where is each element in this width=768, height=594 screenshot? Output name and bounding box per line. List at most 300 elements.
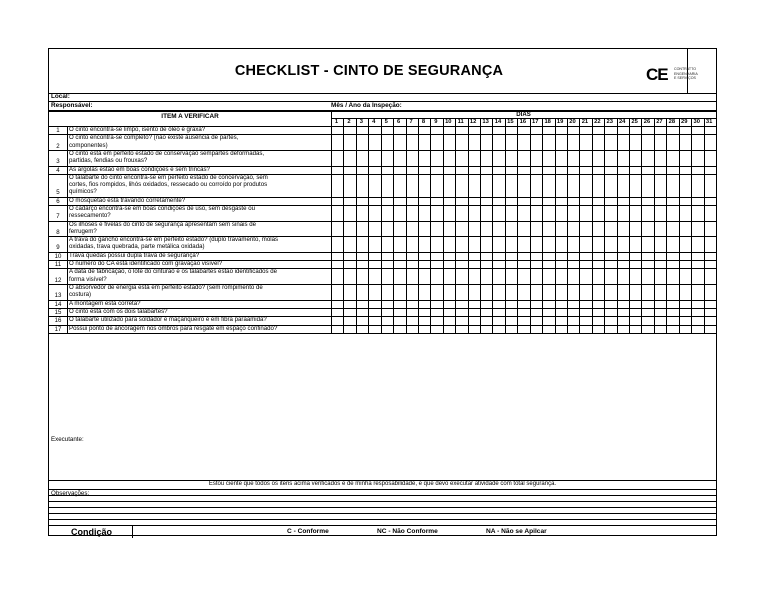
day-checkbox-cell[interactable] — [579, 126, 591, 134]
day-checkbox-cell[interactable] — [418, 174, 430, 197]
day-checkbox-cell[interactable] — [530, 205, 542, 221]
day-checkbox-cell[interactable] — [555, 166, 567, 174]
day-checkbox-cell[interactable] — [666, 260, 678, 268]
day-checkbox-cell[interactable] — [356, 252, 368, 260]
day-checkbox-cell[interactable] — [393, 166, 405, 174]
day-checkbox-cell[interactable] — [704, 197, 716, 205]
day-checkbox-cell[interactable] — [480, 308, 492, 316]
day-checkbox-cell[interactable] — [368, 300, 380, 308]
day-checkbox-cell[interactable] — [691, 260, 703, 268]
day-checkbox-cell[interactable] — [704, 134, 716, 150]
day-checkbox-cell[interactable] — [666, 236, 678, 252]
day-checkbox-cell[interactable] — [604, 252, 616, 260]
day-checkbox-cell[interactable] — [555, 174, 567, 197]
day-checkbox-cell[interactable] — [555, 252, 567, 260]
day-checkbox-cell[interactable] — [654, 150, 666, 166]
day-checkbox-cell[interactable] — [480, 221, 492, 237]
day-checkbox-cell[interactable] — [443, 284, 455, 300]
day-checkbox-cell[interactable] — [567, 197, 579, 205]
day-checkbox-cell[interactable] — [604, 150, 616, 166]
day-checkbox-cell[interactable] — [331, 284, 343, 300]
day-checkbox-cell[interactable] — [542, 300, 554, 308]
day-checkbox-cell[interactable] — [468, 236, 480, 252]
day-checkbox-cell[interactable] — [443, 236, 455, 252]
day-checkbox-cell[interactable] — [641, 197, 653, 205]
day-checkbox-cell[interactable] — [443, 300, 455, 308]
day-checkbox-cell[interactable] — [704, 221, 716, 237]
day-checkbox-cell[interactable] — [393, 260, 405, 268]
day-checkbox-cell[interactable] — [592, 166, 604, 174]
day-checkbox-cell[interactable] — [480, 205, 492, 221]
day-checkbox-cell[interactable] — [343, 166, 355, 174]
day-checkbox-cell[interactable] — [393, 252, 405, 260]
day-checkbox-cell[interactable] — [679, 236, 691, 252]
day-checkbox-cell[interactable] — [604, 221, 616, 237]
day-checkbox-cell[interactable] — [492, 166, 504, 174]
day-checkbox-cell[interactable] — [430, 308, 442, 316]
day-checkbox-cell[interactable] — [592, 268, 604, 284]
day-checkbox-cell[interactable] — [331, 260, 343, 268]
day-checkbox-cell[interactable] — [666, 205, 678, 221]
day-checkbox-cell[interactable] — [617, 284, 629, 300]
day-checkbox-cell[interactable] — [480, 150, 492, 166]
day-checkbox-cell[interactable] — [654, 166, 666, 174]
day-checkbox-cell[interactable] — [406, 150, 418, 166]
day-checkbox-cell[interactable] — [604, 308, 616, 316]
day-checkbox-cell[interactable] — [393, 284, 405, 300]
day-checkbox-cell[interactable] — [517, 260, 529, 268]
day-checkbox-cell[interactable] — [331, 126, 343, 134]
day-checkbox-cell[interactable] — [418, 221, 430, 237]
day-checkbox-cell[interactable] — [418, 316, 430, 324]
day-checkbox-cell[interactable] — [418, 236, 430, 252]
day-checkbox-cell[interactable] — [517, 300, 529, 308]
day-checkbox-cell[interactable] — [679, 308, 691, 316]
day-checkbox-cell[interactable] — [406, 284, 418, 300]
day-checkbox-cell[interactable] — [679, 284, 691, 300]
day-checkbox-cell[interactable] — [480, 134, 492, 150]
day-checkbox-cell[interactable] — [343, 325, 355, 333]
day-checkbox-cell[interactable] — [406, 268, 418, 284]
day-checkbox-cell[interactable] — [691, 236, 703, 252]
day-checkbox-cell[interactable] — [381, 221, 393, 237]
day-checkbox-cell[interactable] — [492, 221, 504, 237]
day-checkbox-cell[interactable] — [468, 150, 480, 166]
day-checkbox-cell[interactable] — [592, 134, 604, 150]
day-checkbox-cell[interactable] — [604, 260, 616, 268]
day-checkbox-cell[interactable] — [691, 325, 703, 333]
day-checkbox-cell[interactable] — [517, 205, 529, 221]
day-checkbox-cell[interactable] — [356, 221, 368, 237]
day-checkbox-cell[interactable] — [555, 150, 567, 166]
day-checkbox-cell[interactable] — [567, 126, 579, 134]
day-checkbox-cell[interactable] — [368, 268, 380, 284]
day-checkbox-cell[interactable] — [505, 252, 517, 260]
day-checkbox-cell[interactable] — [530, 308, 542, 316]
day-checkbox-cell[interactable] — [530, 126, 542, 134]
day-checkbox-cell[interactable] — [381, 236, 393, 252]
day-checkbox-cell[interactable] — [455, 325, 467, 333]
day-checkbox-cell[interactable] — [579, 205, 591, 221]
day-checkbox-cell[interactable] — [579, 134, 591, 150]
day-checkbox-cell[interactable] — [579, 308, 591, 316]
day-checkbox-cell[interactable] — [393, 150, 405, 166]
day-checkbox-cell[interactable] — [666, 325, 678, 333]
day-checkbox-cell[interactable] — [368, 316, 380, 324]
day-checkbox-cell[interactable] — [555, 308, 567, 316]
day-checkbox-cell[interactable] — [555, 284, 567, 300]
day-checkbox-cell[interactable] — [393, 221, 405, 237]
day-checkbox-cell[interactable] — [505, 308, 517, 316]
day-checkbox-cell[interactable] — [393, 316, 405, 324]
day-checkbox-cell[interactable] — [542, 221, 554, 237]
day-checkbox-cell[interactable] — [356, 174, 368, 197]
day-checkbox-cell[interactable] — [579, 166, 591, 174]
day-checkbox-cell[interactable] — [530, 325, 542, 333]
day-checkbox-cell[interactable] — [381, 205, 393, 221]
day-checkbox-cell[interactable] — [343, 300, 355, 308]
day-checkbox-cell[interactable] — [381, 260, 393, 268]
day-checkbox-cell[interactable] — [406, 300, 418, 308]
day-checkbox-cell[interactable] — [443, 126, 455, 134]
day-checkbox-cell[interactable] — [505, 236, 517, 252]
day-checkbox-cell[interactable] — [517, 174, 529, 197]
day-checkbox-cell[interactable] — [480, 236, 492, 252]
day-checkbox-cell[interactable] — [629, 134, 641, 150]
day-checkbox-cell[interactable] — [604, 134, 616, 150]
day-checkbox-cell[interactable] — [604, 197, 616, 205]
day-checkbox-cell[interactable] — [604, 325, 616, 333]
day-checkbox-cell[interactable] — [617, 150, 629, 166]
day-checkbox-cell[interactable] — [617, 236, 629, 252]
day-checkbox-cell[interactable] — [641, 174, 653, 197]
day-checkbox-cell[interactable] — [418, 252, 430, 260]
day-checkbox-cell[interactable] — [579, 316, 591, 324]
day-checkbox-cell[interactable] — [579, 284, 591, 300]
day-checkbox-cell[interactable] — [480, 268, 492, 284]
day-checkbox-cell[interactable] — [381, 166, 393, 174]
day-checkbox-cell[interactable] — [418, 197, 430, 205]
day-checkbox-cell[interactable] — [530, 284, 542, 300]
day-checkbox-cell[interactable] — [555, 197, 567, 205]
day-checkbox-cell[interactable] — [592, 325, 604, 333]
day-checkbox-cell[interactable] — [343, 174, 355, 197]
day-checkbox-cell[interactable] — [430, 150, 442, 166]
day-checkbox-cell[interactable] — [691, 166, 703, 174]
day-checkbox-cell[interactable] — [480, 260, 492, 268]
day-checkbox-cell[interactable] — [368, 197, 380, 205]
day-checkbox-cell[interactable] — [331, 221, 343, 237]
day-checkbox-cell[interactable] — [443, 174, 455, 197]
day-checkbox-cell[interactable] — [579, 268, 591, 284]
day-checkbox-cell[interactable] — [654, 126, 666, 134]
day-checkbox-cell[interactable] — [530, 221, 542, 237]
day-checkbox-cell[interactable] — [555, 221, 567, 237]
day-checkbox-cell[interactable] — [480, 197, 492, 205]
day-checkbox-cell[interactable] — [468, 126, 480, 134]
day-checkbox-cell[interactable] — [617, 325, 629, 333]
day-checkbox-cell[interactable] — [567, 205, 579, 221]
day-checkbox-cell[interactable] — [443, 221, 455, 237]
day-checkbox-cell[interactable] — [468, 300, 480, 308]
day-checkbox-cell[interactable] — [468, 308, 480, 316]
day-checkbox-cell[interactable] — [579, 197, 591, 205]
day-checkbox-cell[interactable] — [468, 174, 480, 197]
day-checkbox-cell[interactable] — [393, 325, 405, 333]
day-checkbox-cell[interactable] — [641, 260, 653, 268]
day-checkbox-cell[interactable] — [418, 284, 430, 300]
day-checkbox-cell[interactable] — [530, 174, 542, 197]
day-checkbox-cell[interactable] — [641, 316, 653, 324]
day-checkbox-cell[interactable] — [654, 268, 666, 284]
day-checkbox-cell[interactable] — [430, 252, 442, 260]
day-checkbox-cell[interactable] — [393, 300, 405, 308]
day-checkbox-cell[interactable] — [629, 166, 641, 174]
day-checkbox-cell[interactable] — [666, 316, 678, 324]
day-checkbox-cell[interactable] — [641, 134, 653, 150]
day-checkbox-cell[interactable] — [468, 197, 480, 205]
day-checkbox-cell[interactable] — [542, 308, 554, 316]
day-checkbox-cell[interactable] — [468, 325, 480, 333]
day-checkbox-cell[interactable] — [343, 316, 355, 324]
day-checkbox-cell[interactable] — [704, 284, 716, 300]
day-checkbox-cell[interactable] — [517, 308, 529, 316]
day-checkbox-cell[interactable] — [542, 150, 554, 166]
day-checkbox-cell[interactable] — [406, 325, 418, 333]
day-checkbox-cell[interactable] — [406, 221, 418, 237]
day-checkbox-cell[interactable] — [629, 308, 641, 316]
day-checkbox-cell[interactable] — [666, 268, 678, 284]
day-checkbox-cell[interactable] — [542, 284, 554, 300]
day-checkbox-cell[interactable] — [368, 308, 380, 316]
day-checkbox-cell[interactable] — [679, 174, 691, 197]
day-checkbox-cell[interactable] — [555, 205, 567, 221]
day-checkbox-cell[interactable] — [579, 236, 591, 252]
day-checkbox-cell[interactable] — [654, 300, 666, 308]
day-checkbox-cell[interactable] — [455, 236, 467, 252]
day-checkbox-cell[interactable] — [356, 308, 368, 316]
day-checkbox-cell[interactable] — [343, 260, 355, 268]
day-checkbox-cell[interactable] — [629, 300, 641, 308]
day-checkbox-cell[interactable] — [704, 150, 716, 166]
day-checkbox-cell[interactable] — [505, 134, 517, 150]
day-checkbox-cell[interactable] — [567, 325, 579, 333]
day-checkbox-cell[interactable] — [393, 134, 405, 150]
day-checkbox-cell[interactable] — [430, 325, 442, 333]
day-checkbox-cell[interactable] — [517, 316, 529, 324]
day-checkbox-cell[interactable] — [331, 174, 343, 197]
day-checkbox-cell[interactable] — [691, 316, 703, 324]
day-checkbox-cell[interactable] — [654, 252, 666, 260]
day-checkbox-cell[interactable] — [517, 197, 529, 205]
day-checkbox-cell[interactable] — [492, 236, 504, 252]
day-checkbox-cell[interactable] — [505, 316, 517, 324]
day-checkbox-cell[interactable] — [542, 236, 554, 252]
day-checkbox-cell[interactable] — [331, 325, 343, 333]
day-checkbox-cell[interactable] — [641, 236, 653, 252]
day-checkbox-cell[interactable] — [455, 252, 467, 260]
day-checkbox-cell[interactable] — [356, 150, 368, 166]
day-checkbox-cell[interactable] — [443, 205, 455, 221]
day-checkbox-cell[interactable] — [691, 174, 703, 197]
day-checkbox-cell[interactable] — [530, 150, 542, 166]
day-checkbox-cell[interactable] — [517, 126, 529, 134]
day-checkbox-cell[interactable] — [530, 300, 542, 308]
day-checkbox-cell[interactable] — [443, 260, 455, 268]
day-checkbox-cell[interactable] — [617, 316, 629, 324]
day-checkbox-cell[interactable] — [691, 205, 703, 221]
day-checkbox-cell[interactable] — [604, 300, 616, 308]
day-checkbox-cell[interactable] — [617, 197, 629, 205]
day-checkbox-cell[interactable] — [393, 268, 405, 284]
day-checkbox-cell[interactable] — [406, 308, 418, 316]
day-checkbox-cell[interactable] — [393, 308, 405, 316]
day-checkbox-cell[interactable] — [393, 205, 405, 221]
day-checkbox-cell[interactable] — [629, 284, 641, 300]
day-checkbox-cell[interactable] — [555, 300, 567, 308]
day-checkbox-cell[interactable] — [393, 197, 405, 205]
day-checkbox-cell[interactable] — [480, 300, 492, 308]
day-checkbox-cell[interactable] — [592, 205, 604, 221]
day-checkbox-cell[interactable] — [505, 221, 517, 237]
day-checkbox-cell[interactable] — [517, 236, 529, 252]
day-checkbox-cell[interactable] — [368, 166, 380, 174]
day-checkbox-cell[interactable] — [542, 197, 554, 205]
day-checkbox-cell[interactable] — [343, 252, 355, 260]
day-checkbox-cell[interactable] — [406, 166, 418, 174]
day-checkbox-cell[interactable] — [530, 252, 542, 260]
day-checkbox-cell[interactable] — [393, 126, 405, 134]
day-checkbox-cell[interactable] — [530, 236, 542, 252]
day-checkbox-cell[interactable] — [381, 308, 393, 316]
day-checkbox-cell[interactable] — [455, 134, 467, 150]
day-checkbox-cell[interactable] — [617, 174, 629, 197]
day-checkbox-cell[interactable] — [604, 236, 616, 252]
day-checkbox-cell[interactable] — [505, 197, 517, 205]
day-checkbox-cell[interactable] — [641, 284, 653, 300]
day-checkbox-cell[interactable] — [654, 236, 666, 252]
day-checkbox-cell[interactable] — [356, 325, 368, 333]
day-checkbox-cell[interactable] — [567, 268, 579, 284]
day-checkbox-cell[interactable] — [468, 284, 480, 300]
day-checkbox-cell[interactable] — [530, 166, 542, 174]
day-checkbox-cell[interactable] — [641, 150, 653, 166]
day-checkbox-cell[interactable] — [604, 316, 616, 324]
day-checkbox-cell[interactable] — [654, 325, 666, 333]
day-checkbox-cell[interactable] — [455, 308, 467, 316]
day-checkbox-cell[interactable] — [641, 205, 653, 221]
day-checkbox-cell[interactable] — [641, 126, 653, 134]
day-checkbox-cell[interactable] — [356, 134, 368, 150]
day-checkbox-cell[interactable] — [641, 221, 653, 237]
day-checkbox-cell[interactable] — [579, 150, 591, 166]
day-checkbox-cell[interactable] — [555, 126, 567, 134]
day-checkbox-cell[interactable] — [666, 166, 678, 174]
day-checkbox-cell[interactable] — [430, 134, 442, 150]
day-checkbox-cell[interactable] — [679, 197, 691, 205]
day-checkbox-cell[interactable] — [418, 134, 430, 150]
day-checkbox-cell[interactable] — [381, 325, 393, 333]
day-checkbox-cell[interactable] — [604, 126, 616, 134]
day-checkbox-cell[interactable] — [592, 308, 604, 316]
day-checkbox-cell[interactable] — [617, 260, 629, 268]
day-checkbox-cell[interactable] — [617, 308, 629, 316]
day-checkbox-cell[interactable] — [666, 134, 678, 150]
day-checkbox-cell[interactable] — [406, 197, 418, 205]
day-checkbox-cell[interactable] — [368, 325, 380, 333]
day-checkbox-cell[interactable] — [704, 260, 716, 268]
day-checkbox-cell[interactable] — [555, 260, 567, 268]
day-checkbox-cell[interactable] — [617, 134, 629, 150]
day-checkbox-cell[interactable] — [406, 316, 418, 324]
day-checkbox-cell[interactable] — [368, 126, 380, 134]
day-checkbox-cell[interactable] — [704, 126, 716, 134]
day-checkbox-cell[interactable] — [406, 174, 418, 197]
day-checkbox-cell[interactable] — [542, 134, 554, 150]
day-checkbox-cell[interactable] — [679, 300, 691, 308]
day-checkbox-cell[interactable] — [331, 197, 343, 205]
day-checkbox-cell[interactable] — [430, 284, 442, 300]
day-checkbox-cell[interactable] — [368, 150, 380, 166]
day-checkbox-cell[interactable] — [604, 268, 616, 284]
day-checkbox-cell[interactable] — [418, 325, 430, 333]
day-checkbox-cell[interactable] — [356, 268, 368, 284]
day-checkbox-cell[interactable] — [517, 221, 529, 237]
day-checkbox-cell[interactable] — [617, 221, 629, 237]
day-checkbox-cell[interactable] — [604, 205, 616, 221]
day-checkbox-cell[interactable] — [704, 308, 716, 316]
day-checkbox-cell[interactable] — [691, 221, 703, 237]
day-checkbox-cell[interactable] — [443, 197, 455, 205]
day-checkbox-cell[interactable] — [406, 252, 418, 260]
day-checkbox-cell[interactable] — [679, 260, 691, 268]
day-checkbox-cell[interactable] — [356, 205, 368, 221]
day-checkbox-cell[interactable] — [331, 205, 343, 221]
day-checkbox-cell[interactable] — [567, 300, 579, 308]
day-checkbox-cell[interactable] — [604, 174, 616, 197]
day-checkbox-cell[interactable] — [331, 236, 343, 252]
day-checkbox-cell[interactable] — [368, 236, 380, 252]
day-checkbox-cell[interactable] — [691, 268, 703, 284]
day-checkbox-cell[interactable] — [666, 174, 678, 197]
day-checkbox-cell[interactable] — [542, 166, 554, 174]
day-checkbox-cell[interactable] — [654, 134, 666, 150]
day-checkbox-cell[interactable] — [406, 205, 418, 221]
day-checkbox-cell[interactable] — [331, 316, 343, 324]
day-checkbox-cell[interactable] — [617, 252, 629, 260]
day-checkbox-cell[interactable] — [704, 316, 716, 324]
day-checkbox-cell[interactable] — [641, 166, 653, 174]
day-checkbox-cell[interactable] — [592, 221, 604, 237]
day-checkbox-cell[interactable] — [406, 260, 418, 268]
day-checkbox-cell[interactable] — [654, 174, 666, 197]
day-checkbox-cell[interactable] — [443, 316, 455, 324]
day-checkbox-cell[interactable] — [368, 134, 380, 150]
day-checkbox-cell[interactable] — [406, 236, 418, 252]
day-checkbox-cell[interactable] — [592, 126, 604, 134]
day-checkbox-cell[interactable] — [418, 150, 430, 166]
day-checkbox-cell[interactable] — [343, 197, 355, 205]
day-checkbox-cell[interactable] — [505, 150, 517, 166]
day-checkbox-cell[interactable] — [492, 252, 504, 260]
day-checkbox-cell[interactable] — [666, 197, 678, 205]
day-checkbox-cell[interactable] — [343, 236, 355, 252]
day-checkbox-cell[interactable] — [480, 166, 492, 174]
day-checkbox-cell[interactable] — [492, 197, 504, 205]
day-checkbox-cell[interactable] — [381, 268, 393, 284]
day-checkbox-cell[interactable] — [629, 150, 641, 166]
day-checkbox-cell[interactable] — [691, 284, 703, 300]
